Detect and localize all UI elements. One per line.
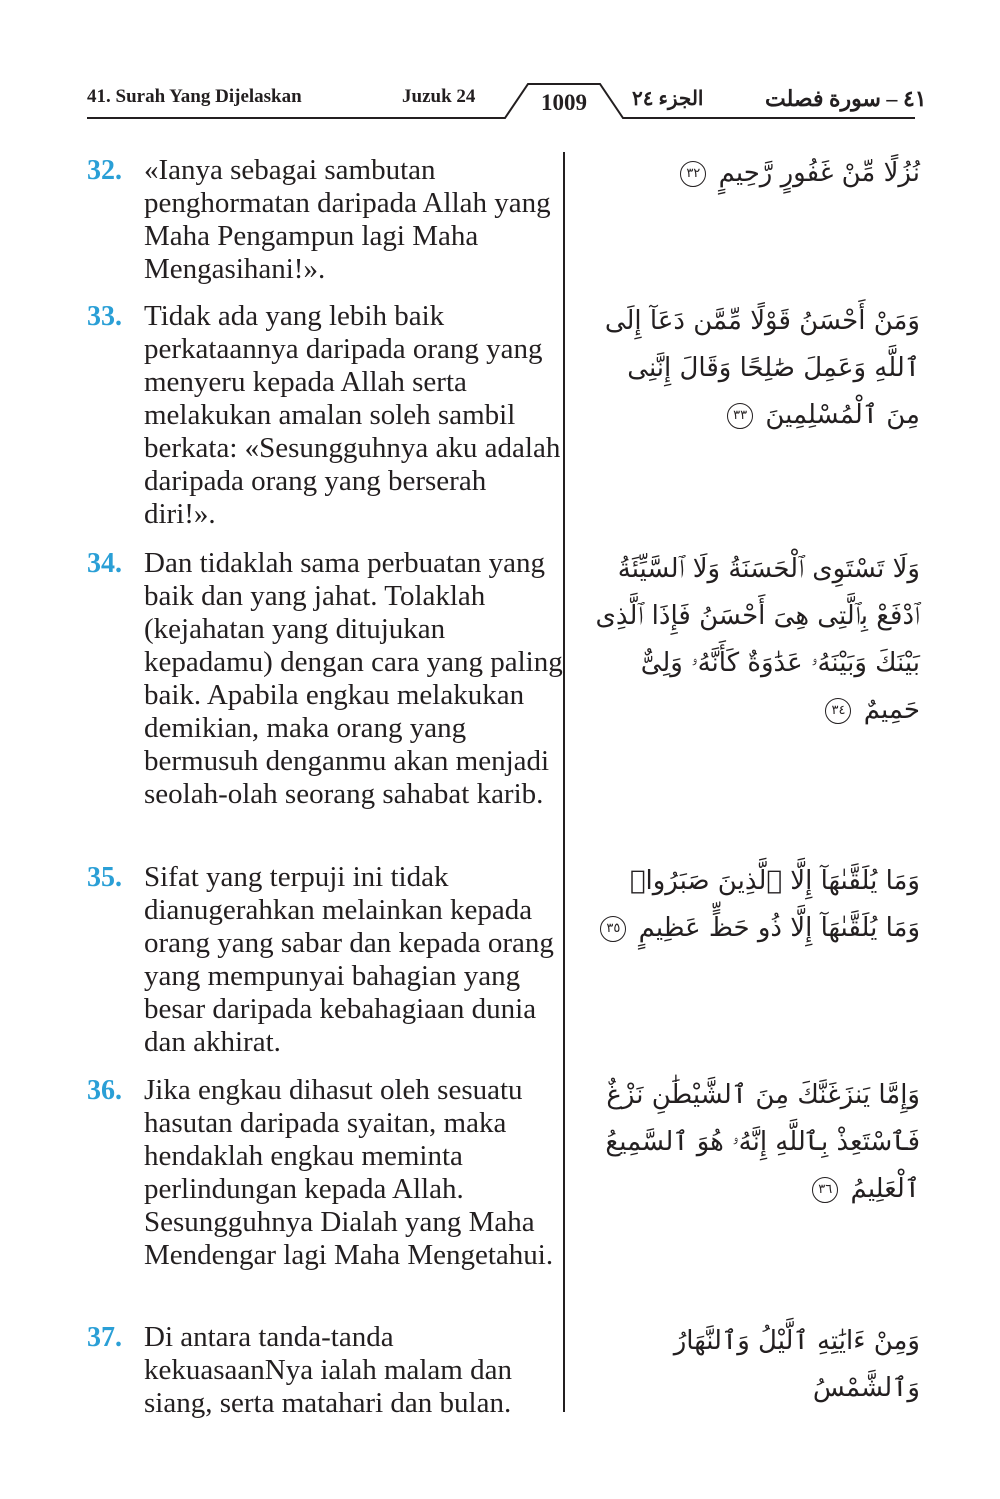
- verse-number: 36.: [87, 1075, 122, 1106]
- arabic-text: وَلَا تَسْتَوِى ٱلْحَسَنَةُ وَلَا ٱلسَّيِّئَةُ ٱدْفَعْ بِٱلَّتِى هِىَ أَحْسَنُ فَإِذَا ٱلَّذِى بَيْنَكَ وَبَيْنَهُۥ عَدَٰوَةٌ كَأَنَّهُۥ وَلِىٌّ حَمِيمٌ: [595, 554, 920, 725]
- arabic-text: وَمَنْ أَحْسَنُ قَوْلًا مِّمَّن دَعَآ إِلَى ٱللَّهِ وَعَمِلَ صَٰلِحًا وَقَالَ إِنَّنِى مِنَ ٱلْمُسْلِمِينَ: [604, 306, 920, 430]
- verse-arabic: [590, 858, 920, 952]
- verse-arabic: [590, 1318, 920, 1412]
- verse-text: Dan tidaklah sama perbuatan yang baik dan yang jahat. Tolaklah (kejahatan yang ditujukan kepadamu) dengan cara yang paling baik. Apabila engkau melakukan demikian, maka orang yang bermusuh denganmu akan menjadi seolah-olah seorang sahabat karib.: [144, 547, 563, 810]
- ayah-number-icon: ٣٣: [727, 403, 753, 429]
- arabic-text: وَإِمَّا يَنزَغَنَّكَ مِنَ ٱلشَّيْطَٰنِ نَزْغٌ فَٱسْتَعِذْ بِٱللَّهِ إِنَّهُۥ هُوَ ٱلسَّمِيعُ ٱلْعَلِيمُ: [605, 1080, 920, 1204]
- ayah-number-icon: ٣٢: [680, 161, 706, 187]
- ayah-number-icon: ٣٤: [825, 698, 851, 724]
- verse-number: 32.: [87, 155, 122, 186]
- surah-arabic: ٤١ – سورة فصلت: [765, 86, 927, 111]
- verse-arabic: [590, 150, 920, 197]
- verse-number: 34.: [87, 548, 122, 579]
- verse-arabic: [590, 298, 920, 439]
- arabic-text: وَمَا يُلَقَّىٰهَآ إِلَّا ٱلَّذِينَ صَبَرُوا۟ وَمَا يُلَقَّىٰهَآ إِلَّا ذُو حَظٍّ عَظِيمٍ: [629, 866, 920, 943]
- verse-text: Di antara tanda-tanda kekuasaanNya ialah malam dan siang, serta matahari dan bulan.: [144, 1321, 512, 1419]
- verse-arabic: [590, 1072, 920, 1213]
- juz-arabic: الجزء ٢٤: [632, 88, 704, 110]
- verse-text: Sifat yang terpuji ini tidak dianugerahkan melainkan kepada orang yang sabar dan kepada orang yang mempunyai bahagian yang besar daripada kebahagiaan dunia dan akhirat.: [144, 861, 554, 1058]
- surah-title: 41. Surah Yang Dijelaskan: [87, 86, 302, 107]
- ayah-number-icon: ٣٦: [812, 1177, 838, 1203]
- juzuk-label: Juzuk 24: [402, 86, 476, 107]
- page-number: 1009: [541, 90, 587, 115]
- ayah-number-icon: ٣٥: [600, 916, 626, 942]
- arabic-text: وَمِنْ ءَايَٰتِهِ ٱلَّيْلُ وَٱلنَّهَارُ وَٱلشَّمْسُ: [673, 1326, 920, 1403]
- verse-number: 37.: [87, 1322, 122, 1353]
- verse-arabic: [590, 546, 920, 734]
- verse-number: 33.: [87, 301, 122, 332]
- page-header: [0, 0, 1000, 130]
- verse-number: 35.: [87, 862, 122, 893]
- verse-text: «Ianya sebagai sambutan penghormatan daripada Allah yang Maha Pengampun lagi Maha Mengasihani!».: [144, 154, 551, 285]
- verse-text: Jika engkau dihasut oleh sesuatu hasutan daripada syaitan, maka hendaklah engkau meminta perlindungan kepada Allah. Sesungguhnya Dialah yang Maha Mendengar lagi Maha Mengetahui.: [144, 1074, 554, 1271]
- verse-text: Tidak ada yang lebih baik perkataannya daripada orang yang menyeru kepada Allah serta melakukan amalan soleh sambil berkata: «Sesungguhnya aku adalah daripada orang yang berserah diri!».: [144, 300, 561, 530]
- arabic-text: نُزُلًا مِّنْ غَفُورٍ رَّحِيمٍ: [718, 158, 920, 188]
